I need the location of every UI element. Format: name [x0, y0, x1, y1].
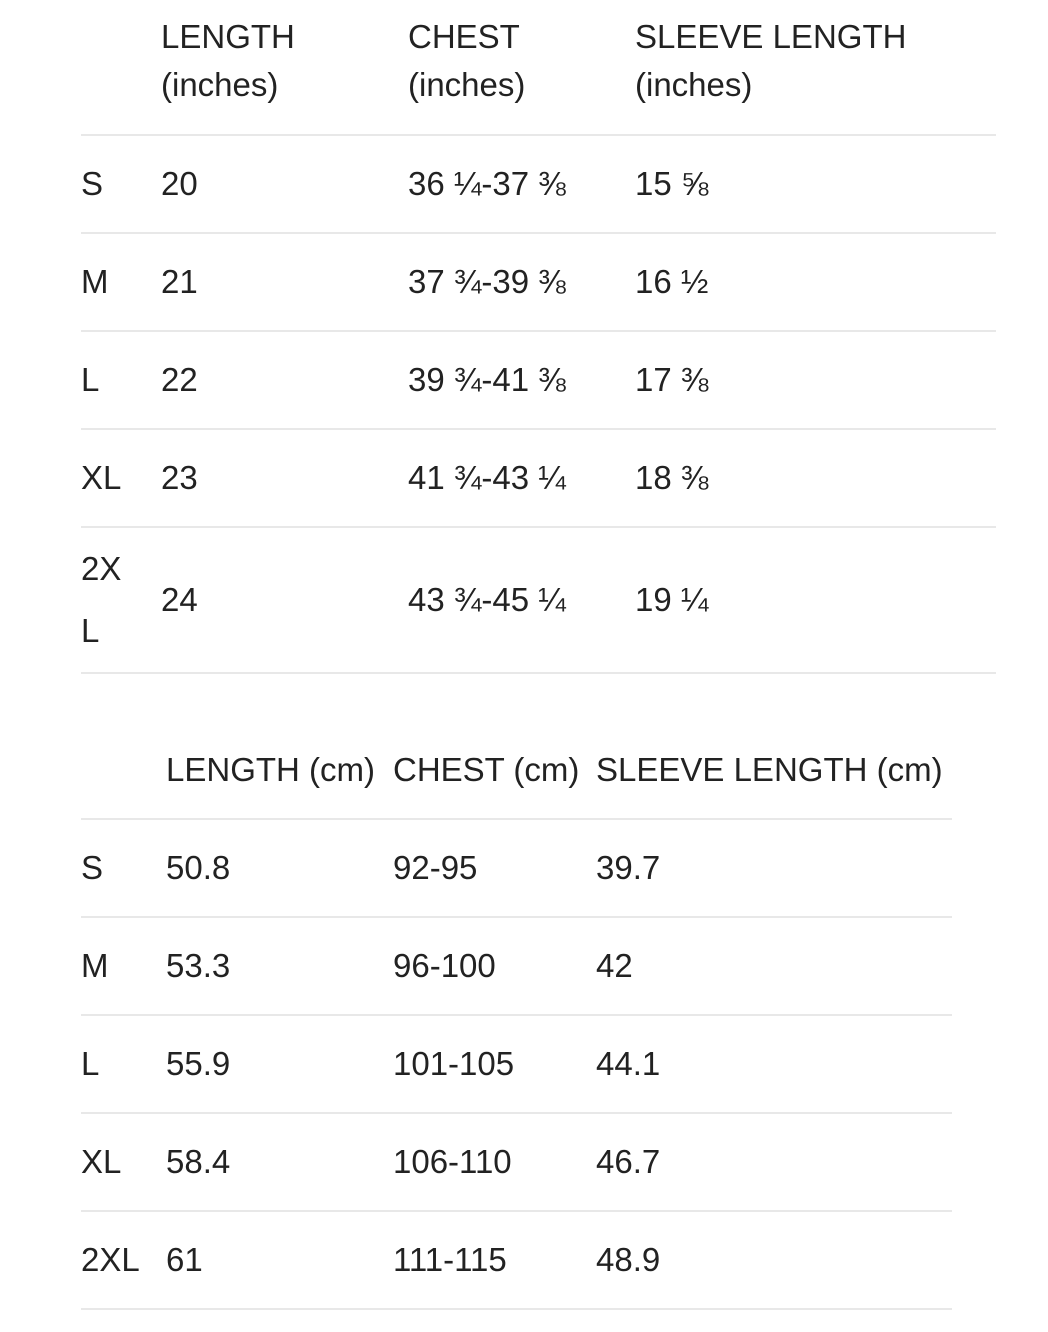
table-row [81, 233, 996, 331]
size-cell: XL [81, 1113, 166, 1211]
table-row [81, 1015, 952, 1113]
chest-cell: 106-110 [393, 1113, 596, 1211]
table-row [81, 135, 996, 233]
length-cell: 55.9 [166, 1015, 393, 1113]
size-cell: L [81, 1015, 166, 1113]
length-cell: 53.3 [166, 917, 393, 1015]
size-cell: 2X L [81, 527, 161, 673]
sleeve-cell: 17 ⅜ [635, 331, 996, 429]
table-row [81, 1211, 952, 1309]
sleeve-cell: 18 ⅜ [635, 429, 996, 527]
sleeve-cell: 48.9 [596, 1211, 952, 1309]
chest-cell: 92-95 [393, 819, 596, 917]
header-length: LENGTH (inches) [161, 18, 295, 103]
table-row [81, 819, 952, 917]
header-chest: CHEST (inches) [408, 18, 526, 103]
length-cell: 61 [166, 1211, 393, 1309]
table-row [81, 527, 996, 673]
sleeve-cell: 46.7 [596, 1113, 952, 1211]
header-length: LENGTH (cm) [166, 751, 375, 788]
chest-cell: 41 ¾-43 ¼ [408, 429, 635, 527]
chest-cell: 101-105 [393, 1015, 596, 1113]
length-cell: 20 [161, 135, 408, 233]
size-cell: M [81, 233, 161, 331]
sleeve-cell: 44.1 [596, 1015, 952, 1113]
size-cell: S [81, 819, 166, 917]
chest-cell: 111-115 [393, 1211, 596, 1309]
sleeve-cell: 19 ¼ [635, 527, 996, 673]
header-size [81, 13, 161, 135]
length-cell: 23 [161, 429, 408, 527]
size-chart-cm [81, 722, 952, 1310]
chest-cell: 43 ¾-45 ¼ [408, 527, 635, 673]
size-cell: M [81, 917, 166, 1015]
size-cell: L [81, 331, 161, 429]
length-cell: 58.4 [166, 1113, 393, 1211]
chest-cell: 96-100 [393, 917, 596, 1015]
length-cell: 50.8 [166, 819, 393, 917]
table-row [81, 917, 952, 1015]
table-row [81, 331, 996, 429]
length-cell: 24 [161, 527, 408, 673]
header-row [81, 13, 996, 135]
size-chart-inches [81, 13, 996, 674]
header-row [81, 722, 952, 819]
chest-cell: 37 ¾-39 ⅜ [408, 233, 635, 331]
size-cell: 2XL [81, 1211, 166, 1309]
chest-cell: 36 ¼-37 ⅜ [408, 135, 635, 233]
header-chest: CHEST (cm) [393, 751, 580, 788]
table-row [81, 1113, 952, 1211]
header-sleeve-length: SLEEVE LENGTH (inches) [635, 18, 907, 103]
header-sleeve-length: SLEEVE LENGTH (cm) [596, 751, 943, 788]
length-cell: 22 [161, 331, 408, 429]
size-cell: S [81, 135, 161, 233]
table-row [81, 429, 996, 527]
size-cell: XL [81, 429, 161, 527]
sleeve-cell: 39.7 [596, 819, 952, 917]
chest-cell: 39 ¾-41 ⅜ [408, 331, 635, 429]
header-size [81, 722, 166, 819]
sleeve-cell: 16 ½ [635, 233, 996, 331]
length-cell: 21 [161, 233, 408, 331]
sleeve-cell: 15 ⅝ [635, 135, 996, 233]
sleeve-cell: 42 [596, 917, 952, 1015]
